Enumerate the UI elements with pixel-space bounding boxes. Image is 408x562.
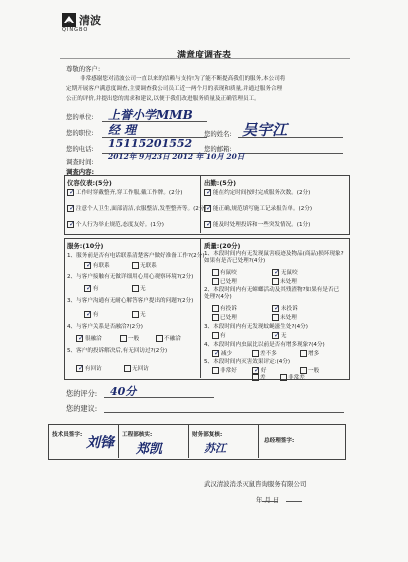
service-option[interactable]: 一般 xyxy=(120,334,139,342)
punctuality-title: 出勤:(5分) xyxy=(204,179,237,187)
tech-sign-value: 刘锋 xyxy=(86,435,114,451)
service-question: 5、客户的投诉解决后,有无回访过?(2分) xyxy=(67,348,168,354)
quality-option[interactable]: 非常差 xyxy=(280,373,305,381)
quality-question: 2、本段时间内有无蟑螂活动及其残渣物?如果有是否已处理?(4分) xyxy=(204,287,340,300)
appearance-item[interactable]: ✓注意个人卫生,面部清洁,衣服整洁,发型整齐等。(2分) xyxy=(69,204,207,212)
tech-sign-label: 技术员签字: xyxy=(52,432,83,438)
suggestion-field[interactable] xyxy=(104,412,344,413)
phone-value[interactable]: 15115201552 xyxy=(108,137,193,150)
suggestion-label: 您的建议: xyxy=(66,404,98,413)
service-option[interactable]: ✓很融洽 xyxy=(78,334,102,342)
appearance-title: 仪容仪表:(5分) xyxy=(67,179,112,187)
quality-question: 3、本段时间内有无发现蚊蝇滋生处?(4分) xyxy=(204,324,308,330)
quality-option[interactable]: 有鼠咬 xyxy=(212,268,237,276)
email-label: 您的邮箱: xyxy=(204,145,232,153)
quality-option[interactable]: 已处理 xyxy=(212,313,237,321)
quality-question: 5、本段时间内灭害效果评定:(4分) xyxy=(204,359,291,365)
service-option[interactable]: ✓有联系 xyxy=(86,261,110,269)
quality-question: 4、本段时间内虫鼠比以前是否有增多现象?(4分) xyxy=(204,342,325,348)
quality-option[interactable]: 差不多 xyxy=(252,349,277,357)
finance-sign-value: 苏江 xyxy=(204,442,226,455)
footer-company: 武汉清波消杀灭鼠咨询服务有限公司 xyxy=(204,480,307,488)
punctuality-item[interactable]: ✓能在约定时间按时完成服务次数。(2分) xyxy=(206,188,311,196)
service-question: 3、与客户沟通有无耐心解答客户提出的问题?(2分) xyxy=(67,298,194,304)
quality-option[interactable]: 增多 xyxy=(300,349,319,357)
quality-question: 1、本段时间内有无发现鼠害痕迹及物品(商品)损坏现象?如果有是否已处理?(4分) xyxy=(204,251,344,264)
intro-line-2: 定期开展客户满意度调查,主要调查我公司员工近一两个月的表现和质量,并通过服务合理 xyxy=(66,86,283,92)
service-option[interactable]: ✓有回访 xyxy=(78,364,102,372)
quality-option[interactable]: 有投诉 xyxy=(212,304,237,312)
quality-option[interactable]: ✓无鼠咬 xyxy=(274,268,298,276)
intro-line-3: 公正的评价,并提出您的需求和建议,以便于我们改进服务质量及正确管理员工。 xyxy=(66,96,260,102)
quality-option[interactable]: ✓减少 xyxy=(214,349,233,357)
punctuality-item[interactable]: ✓能及时处理投诉和一些突发情况。(1分) xyxy=(206,220,311,228)
company-logo xyxy=(62,12,101,33)
quality-option[interactable]: 未处理 xyxy=(272,313,297,321)
logo-subtext: QINGBO xyxy=(62,27,89,33)
score-value[interactable]: 40分 xyxy=(110,385,137,398)
service-option[interactable]: 不融洽 xyxy=(156,334,181,342)
footer-date: 年 月 日 xyxy=(256,496,280,504)
score-label: 您的评分: xyxy=(66,389,98,398)
logo-text: 清波 xyxy=(79,14,101,27)
quality-option[interactable]: 一般 xyxy=(300,366,319,374)
phone-label: 您的电话: xyxy=(66,145,94,153)
quality-option[interactable]: 有 xyxy=(212,331,226,339)
quality-option[interactable]: ✓未投诉 xyxy=(274,304,298,312)
appearance-item[interactable]: ✓工作时穿戴整齐,穿工作服,戴工作牌。(2分) xyxy=(69,188,183,196)
quality-option[interactable]: ✓无 xyxy=(274,331,287,339)
quality-option[interactable]: ✓好 xyxy=(254,366,267,374)
punctuality-item[interactable]: ✓能正确,规范填写施工记录报告单。(2分) xyxy=(206,204,313,212)
greeting: 尊敬的客户: xyxy=(66,65,101,73)
name-label: 您的姓名: xyxy=(204,130,232,138)
service-question: 4、与客户关系是否融洽?(2分) xyxy=(67,324,143,330)
name-value[interactable]: 吴宇江 xyxy=(242,121,288,139)
service-question: 1、服务前是否有电话联系清楚客户做好准备工作?(2分) xyxy=(67,253,205,259)
service-option[interactable]: 无 xyxy=(132,310,146,318)
service-option[interactable]: ✓有 xyxy=(86,284,99,292)
manager-sign-value: 郑凯 xyxy=(136,442,163,457)
company-label: 您的单位: xyxy=(66,113,94,121)
gm-sign-label: 总经理签字: xyxy=(264,438,295,444)
service-option[interactable]: 无回访 xyxy=(124,364,149,372)
service-option[interactable]: ✓有 xyxy=(86,310,99,318)
service-option[interactable]: 无 xyxy=(132,284,146,292)
quality-option[interactable]: 已处理 xyxy=(212,277,237,285)
logo-mark-icon xyxy=(62,13,76,27)
date-label: 调查时间: xyxy=(66,158,94,166)
manager-sign-label: 工程部核实: xyxy=(122,432,153,438)
quality-option[interactable]: 差 xyxy=(252,373,266,381)
survey-label: 调查内容: xyxy=(66,168,95,176)
service-option[interactable]: 无联系 xyxy=(132,261,157,269)
company-value[interactable]: 上誉小学MMB xyxy=(108,108,193,122)
quality-option[interactable]: 非常好 xyxy=(212,366,237,374)
position-label: 您的职位: xyxy=(66,129,94,137)
position-value[interactable]: 经 理 xyxy=(108,123,137,137)
quality-option[interactable]: 未处理 xyxy=(272,277,297,285)
intro-line-1: 非常感谢您对清波公司一直以来的信赖与支持!为了能不断提高我们的服务,本公司将 xyxy=(80,76,286,82)
quality-title: 质量:(20分) xyxy=(204,242,241,250)
service-question: 2、与客户接触有无做详细用心用心观察环境?(2分) xyxy=(67,274,194,280)
service-title: 服务:(10分) xyxy=(67,242,104,250)
date-value[interactable]: 2012年 9月23日 2012 年 10月 20日 xyxy=(108,152,245,161)
form-title: 满意度调查表 xyxy=(176,51,231,61)
appearance-item[interactable]: ✓个人行为举止规范,态度友好。(1分) xyxy=(69,220,164,228)
finance-sign-label: 财务部复核: xyxy=(192,432,223,438)
